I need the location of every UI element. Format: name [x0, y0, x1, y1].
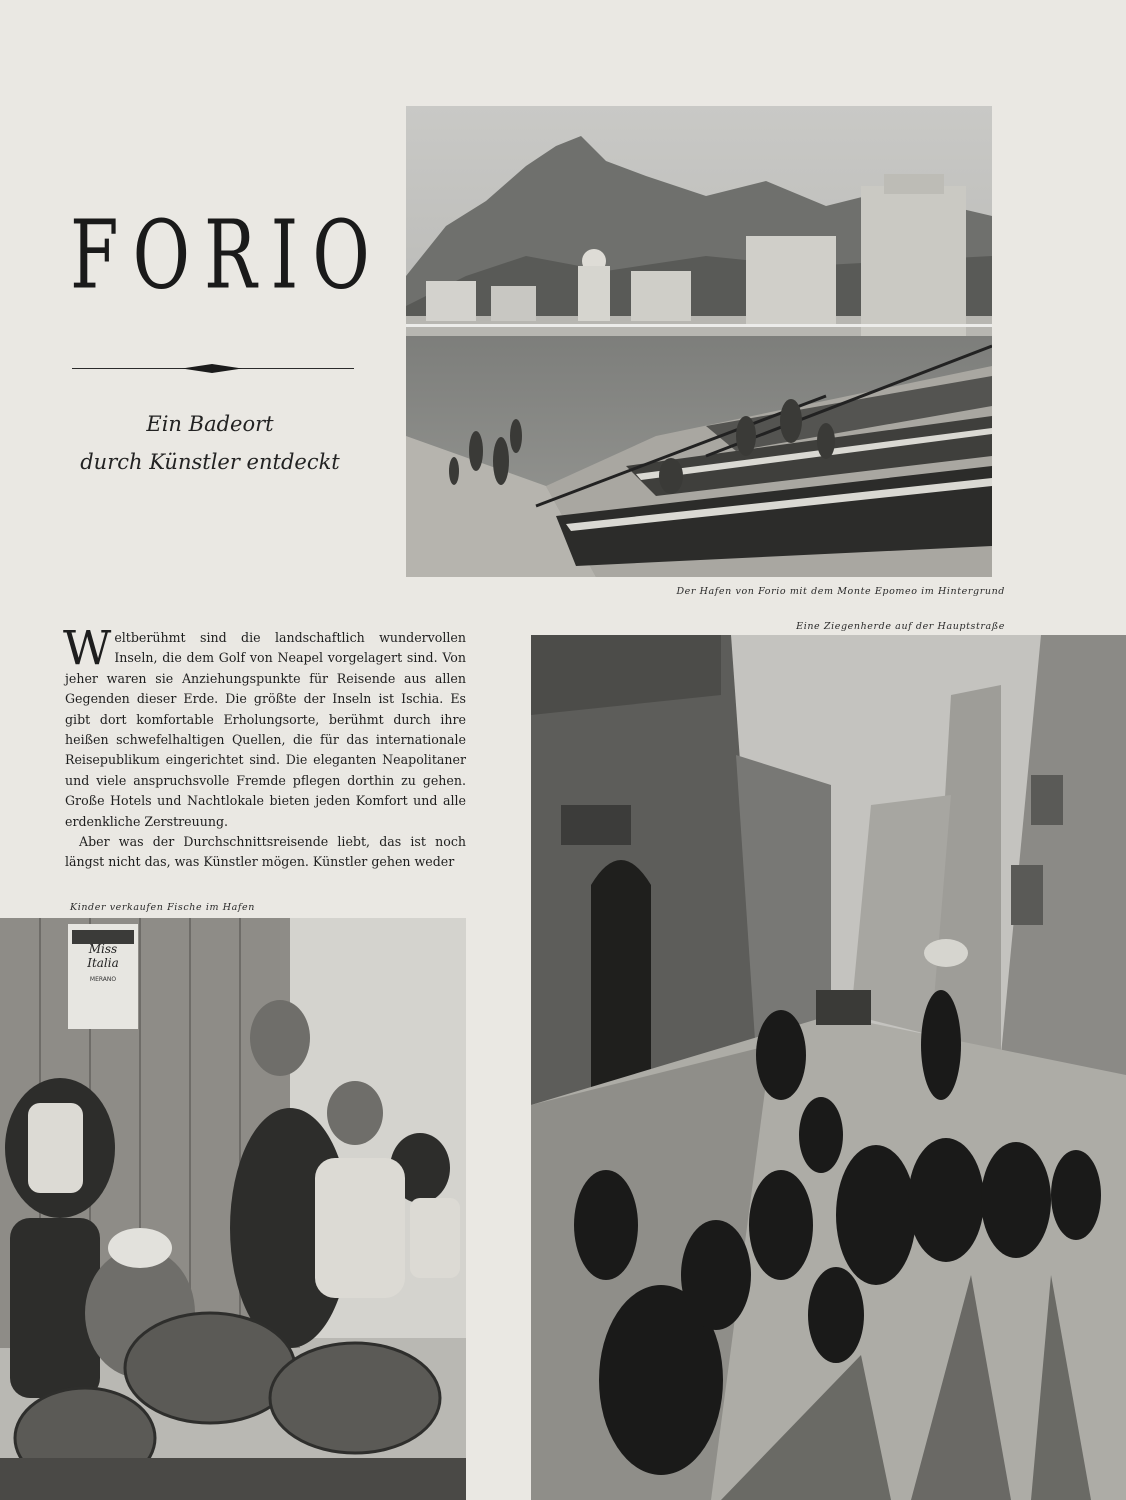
subtitle-line-2: durch Künstler entdeckt [80, 450, 340, 474]
paragraph-2: Aber was der Durchschnittsreisende liebt, das ist noch längst nicht das, was Künstler mögen. Künstler gehen weder [65, 834, 466, 870]
article-body [63, 621, 466, 873]
kids-photo [0, 918, 466, 1500]
goats-caption: Eine Ziegenherde auf der Hauptstraße [796, 621, 1005, 632]
paragraph-1 [63, 621, 466, 832]
poster-title: Miss Italia [87, 942, 119, 970]
page-title: FORIO [70, 199, 384, 311]
subtitle [60, 405, 360, 481]
harbor-caption: Der Hafen von Forio mit dem Monte Epomeo im Hintergrund [676, 586, 1005, 597]
harbor-photo [406, 106, 992, 577]
goats-photo [531, 635, 1126, 1500]
kids-caption: Kinder verkaufen Fische im Hafen [70, 902, 255, 913]
poster-subtitle: MERANO [89, 976, 117, 983]
divider-ornament [182, 364, 242, 373]
subtitle-line-1: Ein Badeort [146, 412, 274, 436]
paragraph-1-text: eltberühmt sind die landschaftlich wundervollen Inseln, die dem Golf von Neapel vorgelagert sind. Von jeher waren sie Anziehungspunkte für Reisende aus allen Gegenden dieser Erde. Die größte der Inseln ist Ischia. Es gibt dort komfortable Erholungsorte, berühmt durch ihre heißen schwefelhaltigen Quellen, die für das internationale Reisepublikum eingerichtet sind. Die eleganten Neapolitaner und viele anspruchsvolle Fremde pflegen dorthin zu gehen. Große Hotels und Nachtlokale bieten jeden Komfort und alle erdenkliche Zerstreuung. [65, 630, 466, 829]
drop-cap: W [63, 621, 112, 676]
